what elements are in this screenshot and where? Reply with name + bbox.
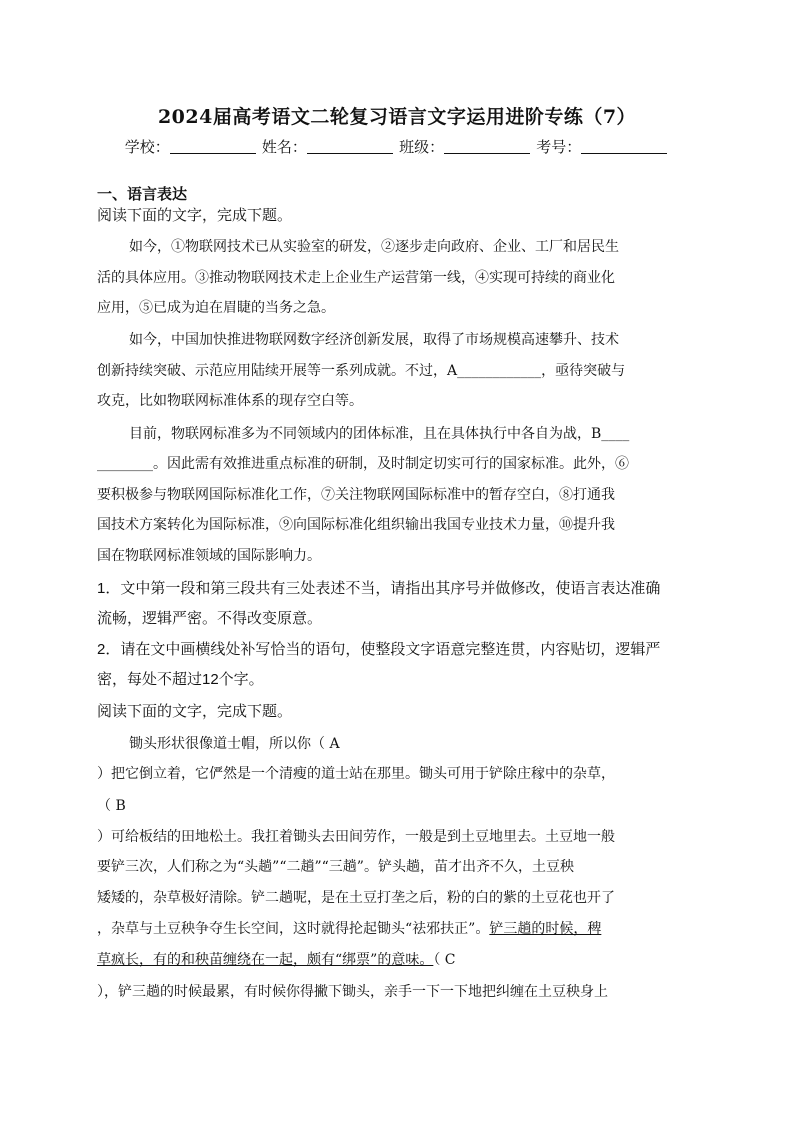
passage-2-line	[97, 919, 697, 939]
passage-1-line: 如今，中国加快推进物联网数字经济创新发展，取得了市场规模高速攀升、技术	[129, 332, 619, 348]
document-title: 2024届高考语文二轮复习语言文字运用进阶专练（7）	[157, 106, 637, 128]
school-blank[interactable]	[170, 139, 256, 154]
number-label: 考号：	[536, 139, 582, 156]
passage-1-line: 创新持续突破、示范应用陆续开展等一系列成就。不过，A____________，亟待突破与	[97, 363, 626, 379]
instruction-text: 阅读下面的文字，完成下题。	[97, 207, 293, 224]
underlined-sentence: 草疯长，有的和秧苗缠绕在一起，颇有“绑票”的意味。	[97, 952, 434, 968]
instruction-text: 阅读下面的文字，完成下题。	[97, 703, 293, 720]
question-2: 密，每处不超过12个字。	[97, 671, 264, 688]
passage-2-line: ）可给板结的田地松土。我扛着锄头去田间劳作，一般是到土豆地里去。土豆地一般	[97, 829, 615, 845]
passage-1-line: 攻克，比如物联网标准体系的现存空白等。	[97, 393, 363, 409]
passage-2-line: 要铲三次，人们称之为“头趟”“二趟”“三趟”。铲头趟，苗才出齐不久，土豆秧	[97, 859, 574, 875]
passage-2-line: ）把它倒立着，它俨然是一个清瘦的道士站在那里。锄头可用于铲除庄稼中的杂草，	[97, 766, 615, 782]
passage-1-line: 目前，物联网标准多为不同领域内的团体标准，且在具体执行中各自为战，B____	[129, 426, 630, 442]
passage-1-line: ________。因此需有效推进重点标准的研制，及时制定切实可行的国家标准。此外，⑥	[97, 456, 629, 472]
passage-1-line: 国在物联网标准领域的国际影响力。	[97, 548, 321, 564]
passage-1-line: 如今，①物联网技术已从实验室的研发，②逐步走向政府、企业、工厂和居民生	[129, 239, 619, 255]
passage-1-line: 活的具体应用。③推动物联网技术走上企业生产运营第一线，④实现可持续的商业化	[97, 270, 615, 286]
passage-2-line: ），铲三趟的时候最累，有时候你得撇下锄头，亲手一下一下地把纠缠在土豆秧身上	[97, 984, 608, 1000]
passage-1-line: 国技术方案转化为国际标准，⑨向国际标准化组织输出我国专业技术力量，⑩提升我	[97, 517, 615, 533]
question-1: 1．文中第一段和第三段共有三处表述不当，请指出其序号并做修改，使语言表达准确	[97, 580, 661, 597]
class-label: 班级：	[399, 139, 445, 156]
question-1: 流畅，逻辑严密。不得改变原意。	[97, 610, 323, 627]
name-blank[interactable]	[307, 139, 393, 154]
number-blank[interactable]	[581, 139, 667, 154]
name-label: 姓名：	[261, 139, 307, 156]
passage-2-line: （ B	[97, 798, 126, 814]
question-2: 2．请在文中画横线处补写恰当的语句，使整段文字语意完整连贯，内容贴切，逻辑严	[97, 641, 661, 658]
school-label: 学校：	[124, 139, 170, 156]
passage-2-text: ，杂草与土豆秧争夺生长空间，这时就得抡起锄头“祛邪扶正”。	[97, 921, 490, 937]
passage-1-line: 要积极参与物联网国际标准化工作，⑦关注物联网国际标准中的暂存空白，⑧打通我	[97, 487, 615, 503]
passage-1-line: 应用，⑤已成为迫在眉睫的当务之急。	[97, 300, 335, 316]
passage-2-line: 锄头形状很像道士帽，所以你（ A	[129, 736, 340, 752]
passage-2-line	[97, 950, 697, 970]
passage-2-text: （ C	[433, 952, 456, 968]
underlined-sentence: 铲三趟的时候，稗	[489, 921, 602, 937]
class-blank[interactable]	[444, 139, 530, 154]
section-heading: 一、语言表达	[97, 186, 188, 203]
student-info-line	[0, 136, 794, 157]
passage-2-line: 矮矮的，杂草极好清除。铲二趟呢，是在土豆打垄之后，粉的白的紫的土豆花也开了	[97, 890, 615, 906]
